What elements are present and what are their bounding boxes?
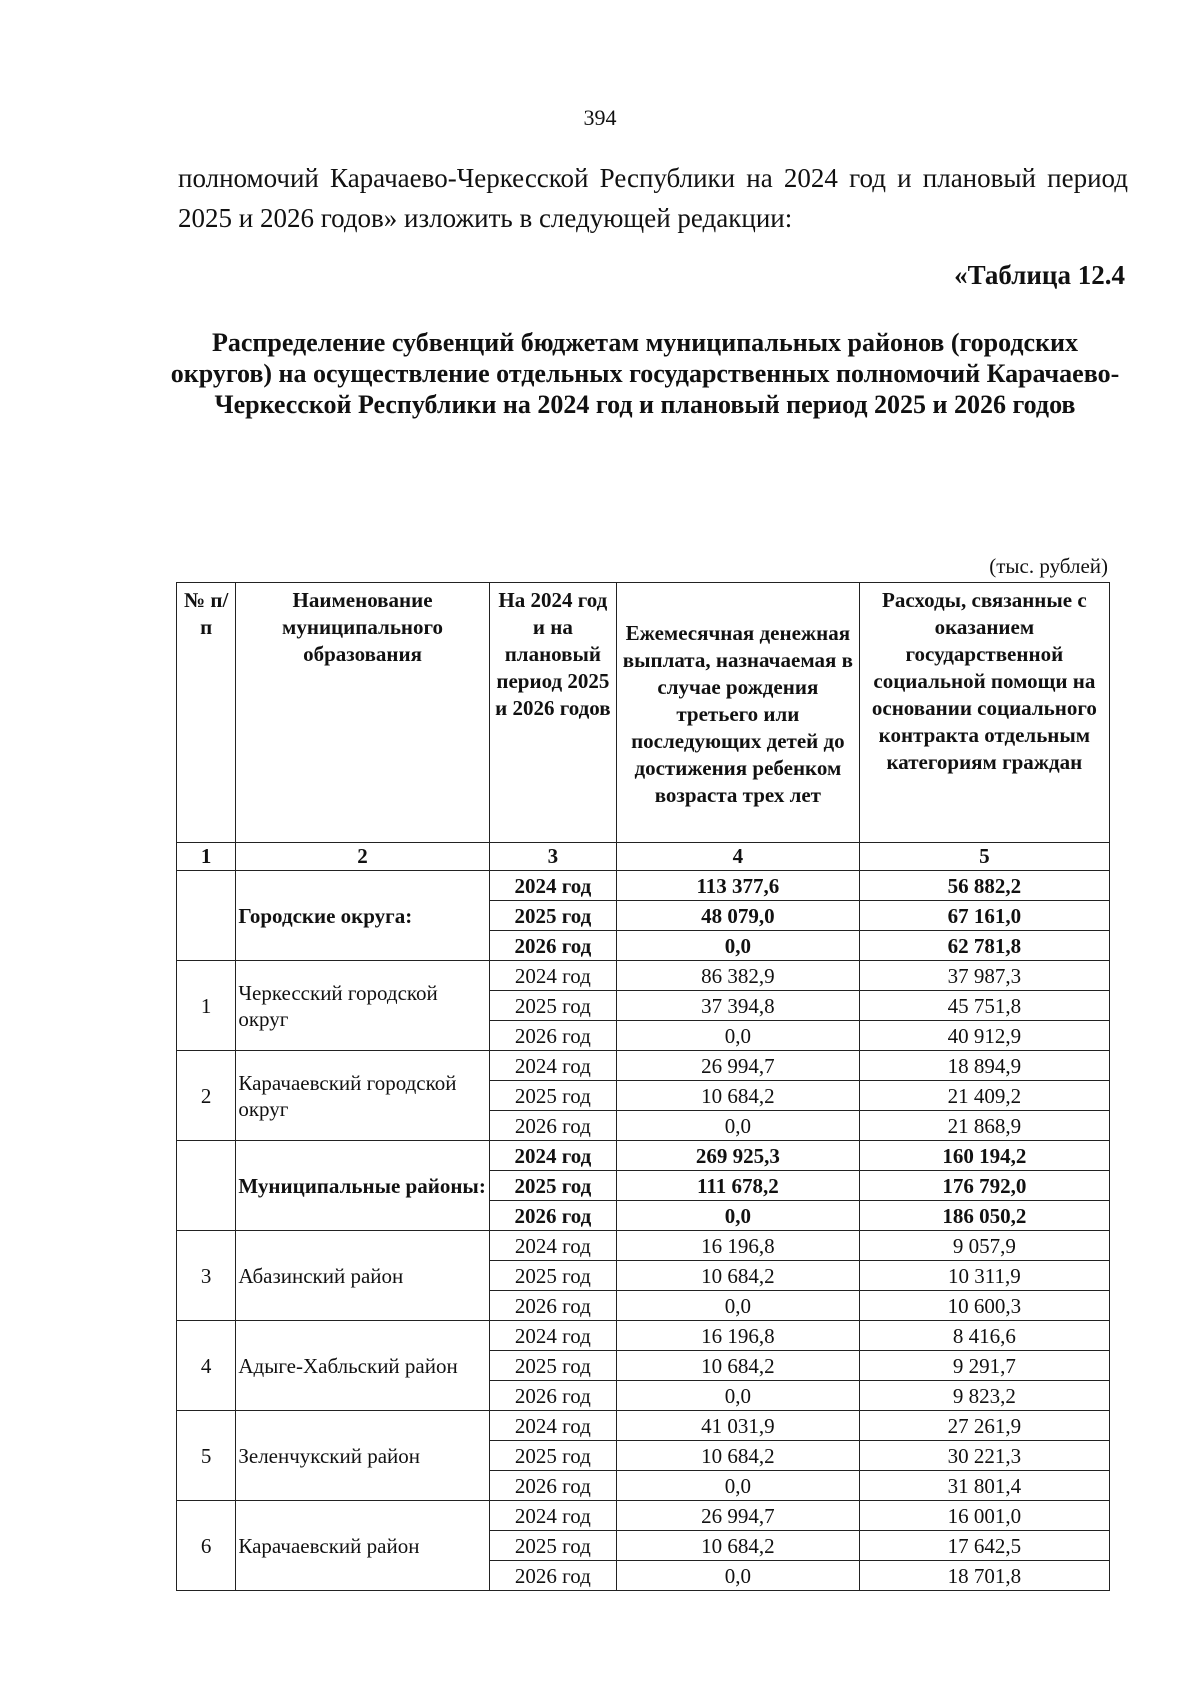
monthly-payment-value: 48 079,0: [616, 901, 859, 931]
monthly-payment-value: 37 394,8: [616, 991, 859, 1021]
year-cell: 2025 год: [489, 901, 616, 931]
monthly-payment-value: 86 382,9: [616, 961, 859, 991]
year-cell: 2025 год: [489, 1261, 616, 1291]
header-monthly-payment: Ежемесячная денежная выплата, назначаемая в случае рождения третьего или последующих детей до достижения ребенком возраста трех лет: [616, 583, 859, 843]
social-contract-value: 10 311,9: [859, 1261, 1109, 1291]
year-cell: 2026 год: [489, 1021, 616, 1051]
social-contract-value: 160 194,2: [859, 1141, 1109, 1171]
column-number-row: [177, 843, 1110, 871]
social-contract-value: 31 801,4: [859, 1471, 1109, 1501]
year-cell: 2026 год: [489, 1471, 616, 1501]
monthly-payment-value: 0,0: [616, 1291, 859, 1321]
header-municipality: Наименование муниципального образования: [236, 583, 489, 843]
social-contract-value: 56 882,2: [859, 871, 1109, 901]
year-cell: 2024 год: [489, 961, 616, 991]
header-number: № п/п: [177, 583, 236, 843]
header-period: На 2024 год и на плановый период 2025 и 2026 годов: [489, 583, 616, 843]
page-number: 394: [583, 105, 617, 130]
row-number: 5: [177, 1411, 236, 1501]
column-number: 4: [616, 843, 859, 871]
monthly-payment-value: 26 994,7: [616, 1501, 859, 1531]
row-number: 2: [177, 1051, 236, 1141]
table-row: [177, 1321, 1110, 1351]
social-contract-value: 176 792,0: [859, 1171, 1109, 1201]
social-contract-value: 17 642,5: [859, 1531, 1109, 1561]
monthly-payment-value: 0,0: [616, 1381, 859, 1411]
subvention-table: [176, 582, 1110, 1591]
social-contract-value: 37 987,3: [859, 961, 1109, 991]
table-row: [177, 1231, 1110, 1261]
monthly-payment-value: 0,0: [616, 1021, 859, 1051]
social-contract-value: 21 409,2: [859, 1081, 1109, 1111]
year-cell: 2026 год: [489, 1291, 616, 1321]
monthly-payment-value: 0,0: [616, 1561, 859, 1591]
monthly-payment-value: 10 684,2: [616, 1531, 859, 1561]
social-contract-value: 27 261,9: [859, 1411, 1109, 1441]
table-row: [177, 871, 1110, 901]
social-contract-value: 9 823,2: [859, 1381, 1109, 1411]
table-label: «Таблица 12.4: [954, 260, 1125, 290]
row-number: [177, 871, 236, 961]
column-number: 5: [859, 843, 1109, 871]
social-contract-value: 186 050,2: [859, 1201, 1109, 1231]
table-title: Распределение субвенций бюджетам муниципальных районов (городских округов) на осуществление отдельных государственных полномочий Карачаево-Черкесской Республики на 2024 год и плановый период 2025 и 2026 годов: [170, 328, 1120, 419]
year-cell: 2024 год: [489, 1321, 616, 1351]
monthly-payment-value: 269 925,3: [616, 1141, 859, 1171]
year-cell: 2024 год: [489, 1231, 616, 1261]
year-cell: 2024 год: [489, 871, 616, 901]
social-contract-value: 10 600,3: [859, 1291, 1109, 1321]
year-cell: 2025 год: [489, 1531, 616, 1561]
social-contract-value: 9 291,7: [859, 1351, 1109, 1381]
social-contract-value: 40 912,9: [859, 1021, 1109, 1051]
social-contract-value: 45 751,8: [859, 991, 1109, 1021]
social-contract-value: 30 221,3: [859, 1441, 1109, 1471]
social-contract-value: 67 161,0: [859, 901, 1109, 931]
table-row: [177, 1051, 1110, 1081]
year-cell: 2025 год: [489, 1081, 616, 1111]
year-cell: 2024 год: [489, 1141, 616, 1171]
social-contract-value: 21 868,9: [859, 1111, 1109, 1141]
year-cell: 2025 год: [489, 991, 616, 1021]
monthly-payment-value: 10 684,2: [616, 1441, 859, 1471]
year-cell: 2024 год: [489, 1051, 616, 1081]
social-contract-value: 9 057,9: [859, 1231, 1109, 1261]
row-number: [177, 1141, 236, 1231]
monthly-payment-value: 10 684,2: [616, 1081, 859, 1111]
monthly-payment-value: 16 196,8: [616, 1321, 859, 1351]
monthly-payment-value: 26 994,7: [616, 1051, 859, 1081]
social-contract-value: 62 781,8: [859, 931, 1109, 961]
municipality-name: Абазинский район: [236, 1231, 489, 1321]
table-row: [177, 1501, 1110, 1531]
year-cell: 2026 год: [489, 1381, 616, 1411]
monthly-payment-value: 10 684,2: [616, 1351, 859, 1381]
municipality-name: Муниципальные районы:: [236, 1141, 489, 1231]
year-cell: 2024 год: [489, 1501, 616, 1531]
year-cell: 2026 год: [489, 1201, 616, 1231]
monthly-payment-value: 10 684,2: [616, 1261, 859, 1291]
monthly-payment-value: 0,0: [616, 1111, 859, 1141]
municipality-name: Карачаевский район: [236, 1501, 489, 1591]
year-cell: 2026 год: [489, 931, 616, 961]
year-cell: 2026 год: [489, 1561, 616, 1591]
year-cell: 2024 год: [489, 1411, 616, 1441]
row-number: 6: [177, 1501, 236, 1591]
municipality-name: Зеленчукский район: [236, 1411, 489, 1501]
social-contract-value: 18 701,8: [859, 1561, 1109, 1591]
table-row: [177, 961, 1110, 991]
municipality-name: Городские округа:: [236, 871, 489, 961]
column-number: 1: [177, 843, 236, 871]
monthly-payment-value: 0,0: [616, 1201, 859, 1231]
social-contract-value: 16 001,0: [859, 1501, 1109, 1531]
year-cell: 2025 год: [489, 1351, 616, 1381]
year-cell: 2025 год: [489, 1441, 616, 1471]
table-row: [177, 1411, 1110, 1441]
year-cell: 2026 год: [489, 1111, 616, 1141]
units-note: (тыс. рублей): [989, 554, 1108, 578]
municipality-name: Адыге-Хабльский район: [236, 1321, 489, 1411]
monthly-payment-value: 111 678,2: [616, 1171, 859, 1201]
row-number: 4: [177, 1321, 236, 1411]
monthly-payment-value: 41 031,9: [616, 1411, 859, 1441]
header-social-contract: Расходы, связанные с оказанием государственной социальной помощи на основании социального контракта отдельным категориям граждан: [859, 583, 1109, 843]
monthly-payment-value: 16 196,8: [616, 1231, 859, 1261]
social-contract-value: 8 416,6: [859, 1321, 1109, 1351]
row-number: 3: [177, 1231, 236, 1321]
table-body: [177, 871, 1110, 1591]
column-number: 2: [236, 843, 489, 871]
table-header-row: [177, 583, 1110, 843]
social-contract-value: 18 894,9: [859, 1051, 1109, 1081]
intro-paragraph: полномочий Карачаево-Черкесской Республики на 2024 год и плановый период 2025 и 2026 годов» изложить в следующей редакции:: [178, 163, 1128, 233]
row-number: 1: [177, 961, 236, 1051]
monthly-payment-value: 0,0: [616, 931, 859, 961]
year-cell: 2025 год: [489, 1171, 616, 1201]
column-number: 3: [489, 843, 616, 871]
table-row: [177, 1141, 1110, 1171]
monthly-payment-value: 0,0: [616, 1471, 859, 1501]
municipality-name: Черкесский городской округ: [236, 961, 489, 1051]
monthly-payment-value: 113 377,6: [616, 871, 859, 901]
municipality-name: Карачаевский городской округ: [236, 1051, 489, 1141]
